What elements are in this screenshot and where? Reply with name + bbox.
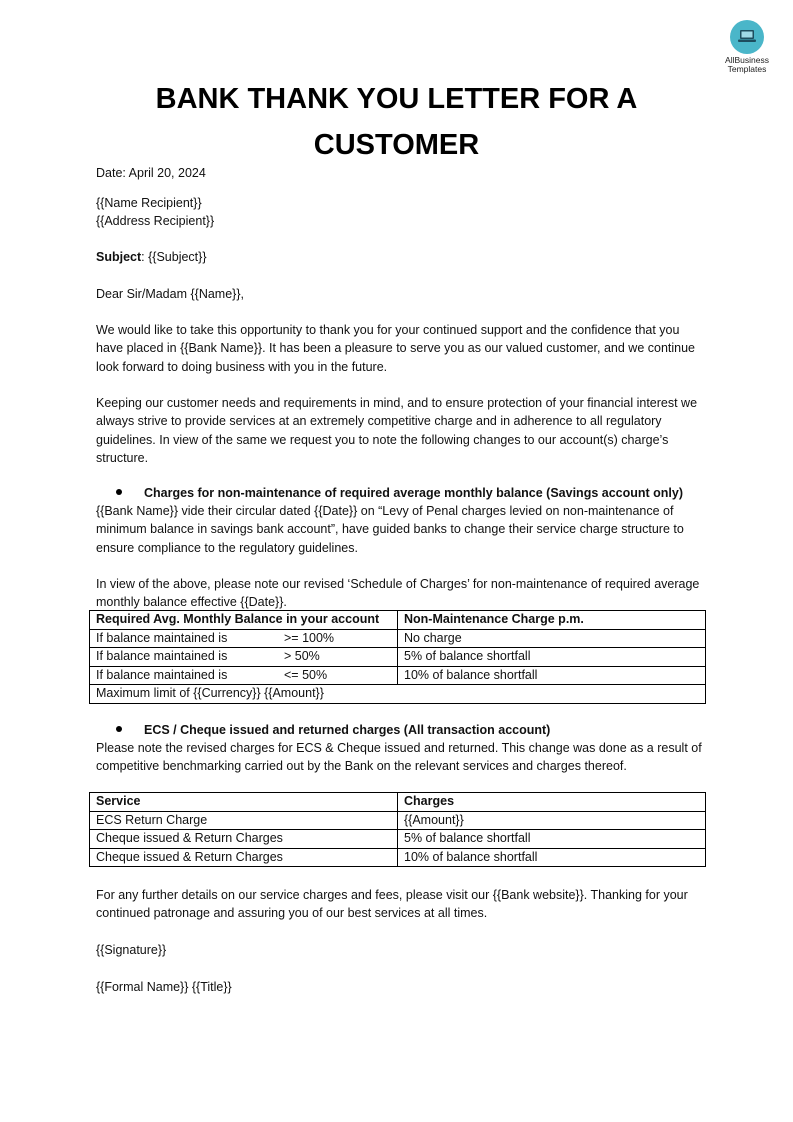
title-line2: CUSTOMER [313, 129, 480, 161]
table-footer-row [90, 685, 706, 704]
section2-body: Please note the revised charges for ECS & Cheque issued and returned. This change was done as a result of competitive benchmarking carried out by the Bank on the relevant services and charges thereof. [96, 741, 702, 774]
table-cell: Cheque issued & Return Charges [90, 848, 398, 867]
table-row [90, 811, 706, 830]
logo-line1: AllBusiness [725, 55, 769, 65]
column-header: Charges [398, 793, 706, 812]
table-cell: No charge [398, 629, 706, 648]
table-cell: 10% of balance shortfall [398, 848, 706, 867]
column-header: Service [90, 793, 398, 812]
section1-heading: Charges for non-maintenance of required average monthly balance (Savings account only) [116, 484, 683, 502]
table-cell: 5% of balance shortfall [398, 830, 706, 849]
laptop-icon [730, 20, 764, 54]
brand-logo [718, 20, 776, 74]
balance-charges-table [89, 610, 706, 704]
section1-intro: In view of the above, please note our revised ‘Schedule of Charges’ for non-maintenance of required average monthly balance effective {{Date}}. [96, 577, 700, 610]
table-header-row [90, 611, 706, 630]
table-cell: If balance maintained is <= 50% [90, 666, 398, 685]
recipient-address: {{Address Recipient}} [96, 214, 215, 228]
table-row [90, 830, 706, 849]
table-row [90, 848, 706, 867]
service-charges-table [89, 792, 706, 867]
paragraph-thanks: We would like to take this opportunity to thank you for your continued support and the confidence that you have placed in {{Bank Name}}. It has been a pleasure to serve you as our valued customer, and we continue look forward to doing business with you in the future. [96, 323, 695, 374]
column-header: Non-Maintenance Charge p.m. [398, 611, 706, 630]
table-cell: ECS Return Charge [90, 811, 398, 830]
table-header-row [90, 793, 706, 812]
signature: {{Signature}} [96, 943, 167, 957]
table-cell: {{Amount}} [398, 811, 706, 830]
table-row [90, 629, 706, 648]
section1-body: {{Bank Name}} vide their circular dated {{Date}} on “Levy of Penal charges levied on non-maintenance of minimum balance in savings bank account”, have guided banks to change their service charge structure to ensure compliance to the regulatory guidelines. [96, 504, 684, 555]
table-cell: 10% of balance shortfall [398, 666, 706, 685]
section2-heading: ECS / Cheque issued and returned charges (All transaction account) [116, 721, 550, 739]
logo-line2: Templates [727, 64, 767, 74]
table-row [90, 648, 706, 667]
table-row [90, 666, 706, 685]
table-cell: Cheque issued & Return Charges [90, 830, 398, 849]
recipient-name: {{Name Recipient}} [96, 196, 202, 210]
paragraph-needs: Keeping our customer needs and requirements in mind, and to ensure protection of your financial interest we always strive to provide services at an extremely competitive charge and in adherence to all regulatory guidelines. In view of the same we request you to note the following changes to our account(s) charge’s structure. [96, 396, 698, 465]
bullet-icon [116, 726, 122, 732]
table-cell: If balance maintained is >= 100% [90, 629, 398, 648]
column-header: Required Avg. Monthly Balance in your account [90, 611, 398, 630]
subject-value: : {{Subject}} [141, 250, 207, 264]
salutation: Dear Sir/Madam {{Name}}, [96, 287, 244, 301]
subject-label: Subject [96, 250, 142, 264]
title-line1: BANK THANK YOU LETTER FOR A [155, 83, 638, 115]
subject-line [96, 248, 207, 266]
table-cell: 5% of balance shortfall [398, 648, 706, 667]
table-cell: Maximum limit of {{Currency}} {{Amount}} [90, 685, 706, 704]
table-cell: If balance maintained is > 50% [90, 648, 398, 667]
bullet-icon [116, 489, 122, 495]
letter-date: Date: April 20, 2024 [96, 166, 206, 180]
formal-name: {{Formal Name}} {{Title}} [96, 980, 232, 994]
letter-title [0, 76, 793, 168]
closing-paragraph: For any further details on our service charges and fees, please visit our {{Bank website}}. Thanking for your continued patronage and assuring you of our best services at all times. [96, 888, 688, 921]
